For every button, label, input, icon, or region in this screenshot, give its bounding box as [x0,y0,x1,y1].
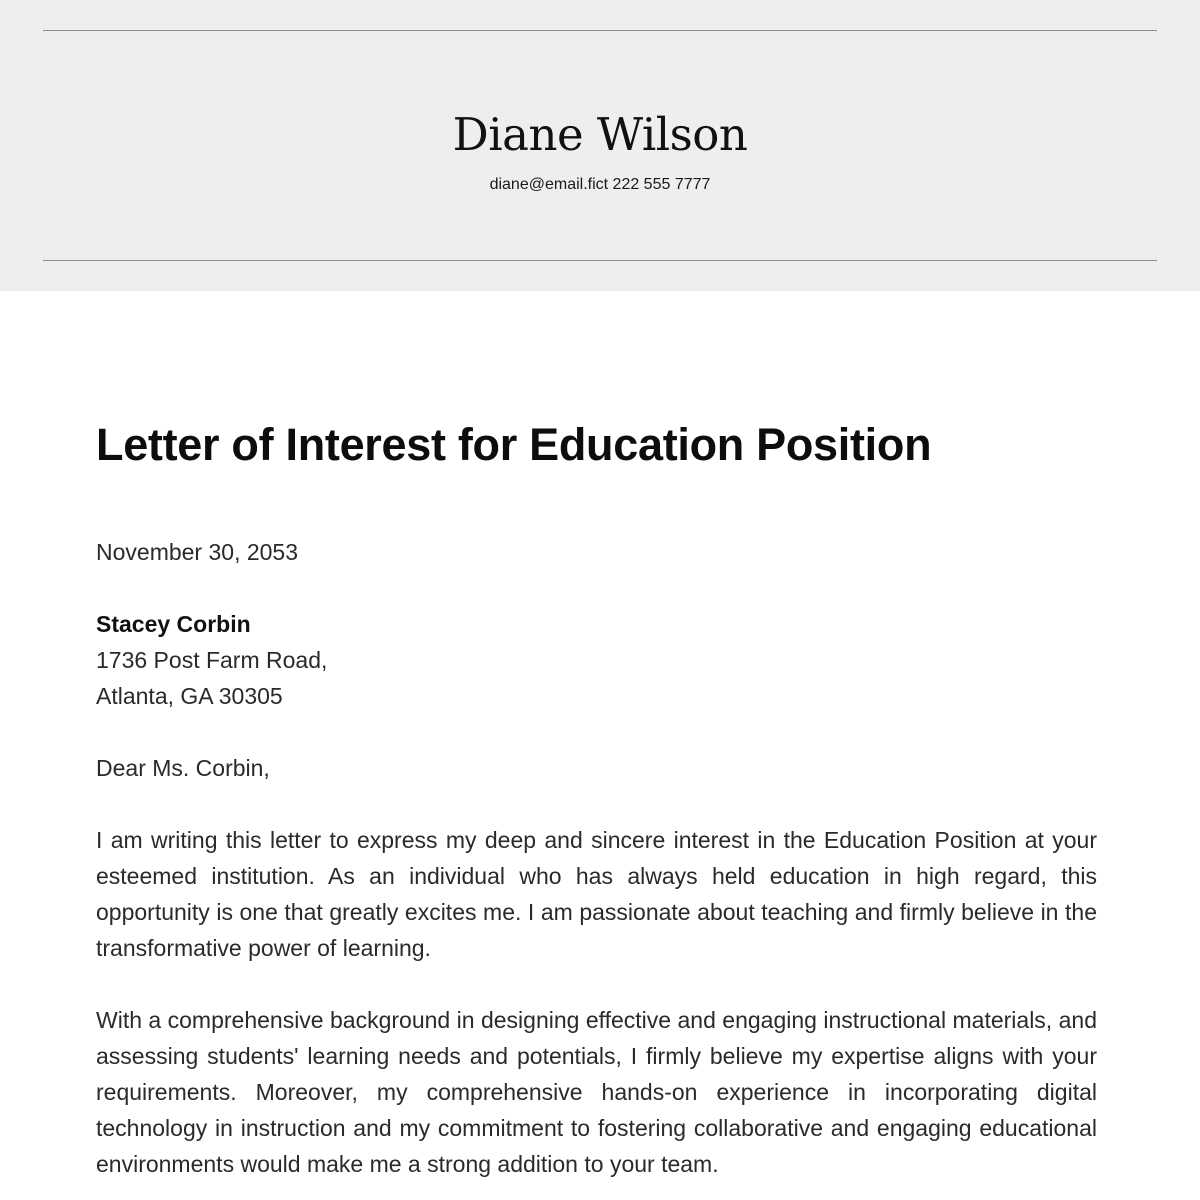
document-title: Letter of Interest for Education Position [96,419,932,470]
sender-name: Diane Wilson [452,108,748,161]
salutation: Dear Ms. Corbin, [96,755,270,781]
body-paragraph: I am writing this letter to express my deep and sincere interest in the Education Position at your esteemed institution. As an individual who has always held education in high regard, this opportunity is one that greatly excites me. I am passionate about teaching and firmly believe in the transformative power of learning. [96,827,1097,961]
recipient-address-line1: 1736 Post Farm Road, [96,647,328,673]
recipient-name: Stacey Corbin [96,611,251,637]
letterhead-bottom-divider [43,260,1157,261]
letter-body [96,414,1097,1182]
letterhead [0,0,1200,291]
recipient-block [96,606,1097,714]
body-paragraph: With a comprehensive background in designing effective and engaging instructional materials, and assessing students' learning needs and potentials, I firmly believe my expertise aligns with your requirements. Moreover, my comprehensive hands-on experience in incorporating digital technology in instruction and my commitment to fostering collaborative and engaging educational environments would make me a strong addition to your team. [96,1007,1097,1177]
letterhead-top-divider [43,30,1157,31]
sender-contact: diane@email.fict 222 555 7777 [489,176,711,193]
recipient-address-line2: Atlanta, GA 30305 [96,683,283,709]
letter-date: November 30, 2053 [96,539,299,565]
